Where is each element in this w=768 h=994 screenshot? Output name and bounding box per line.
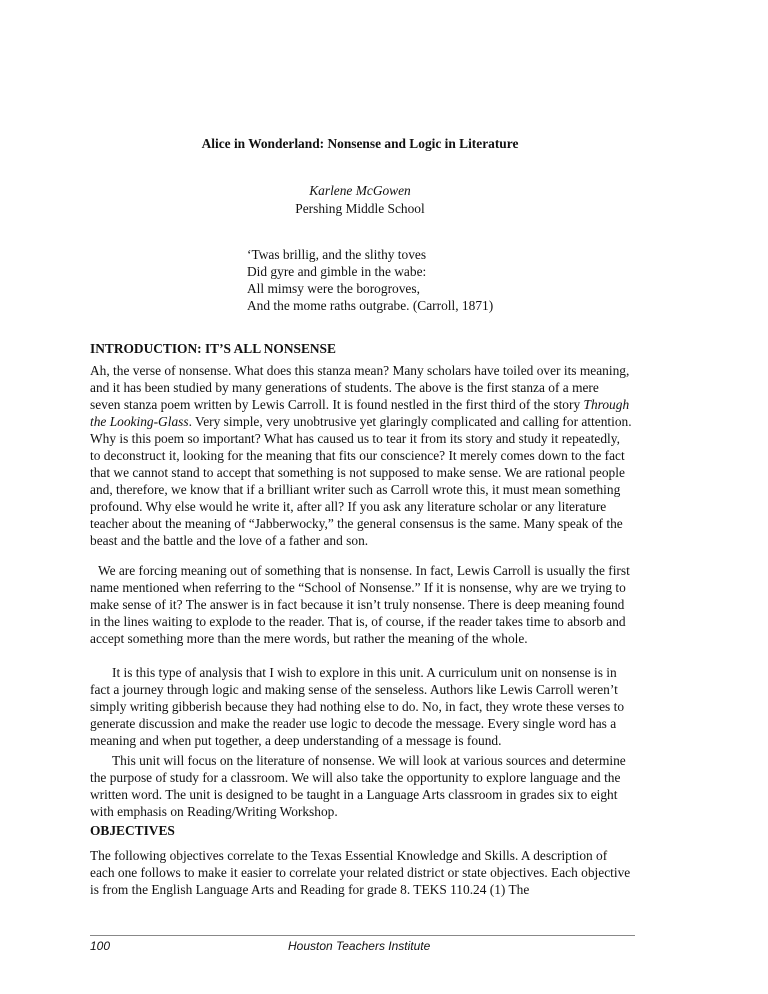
poem-line: ‘Twas brillig, and the slithy toves [247,247,427,262]
paragraph-3 [90,664,632,749]
page-number: 100 [90,939,111,953]
paragraph-1 [90,362,632,549]
author-block [0,182,720,218]
document-title: Alice in Wonderland: Nonsense and Logic in Literature [201,136,519,151]
paragraph-4 [90,752,632,820]
p3-text: It is this type of analysis that I wish to explore in this unit. A curriculum unit on nonsense is in fact a journey through logic and making sense of the senseless. Authors like Lewis Carroll weren’t simply writing gibberish because they had nothing else to do. No, in fact, they wrote these verses to generate discussion and make the reader use logic to decode the message. Every single word has a meaning and when put together, a deep understanding of a message is found. [90,665,625,748]
poem-line: And the mome raths outgrabe. (Carroll, 1871) [247,298,494,313]
paragraph-2 [90,562,632,647]
school-name: Pershing Middle School [295,201,425,216]
p1-text-a: Ah, the verse of nonsense. What does this stanza mean? Many scholars have toiled over its meaning, and it has been studied by many generations of students. The above is the first stanza of a mere seven stanza poem written by Lewis Carroll. It is found nestled in the first third of the story [90,363,630,412]
author-name: Karlene McGowen [309,183,411,198]
poem-line: Did gyre and gimble in the wabe: [247,264,427,279]
p4-text: This unit will focus on the literature of nonsense. We will look at various sources and determine the purpose of study for a classroom. We will also take the opportunity to explore language and the written word. The unit is designed to be taught in a Language Arts classroom in grades six to eight with emphasis on Reading/Writing Workshop. [90,753,626,819]
book-title: Through the Looking-Glass [90,397,630,429]
p1-text-b: . Very simple, very unobtrusive yet glaringly complicated and calling for attention. Why is this poem so important? What has caused us to tear it from its story and study it repeatedly, to deconstruct it, looking for the meaning that fits our conscience? It merely comes down to the fact that we cannot stand to accept that something is not supposed to make sense. We are rational people and, therefore, we know that if a brilliant writer such as Carroll wrote this, it must mean something profound. Why else would he write it, after all? If you ask any literature scholar or any literature teacher about the meaning of “Jabberwocky,” the general consensus is the same. Many speak of the beast and the battle and the love of a father and son. [90,414,632,548]
page-footer [90,935,635,953]
objectives-heading [90,822,632,839]
p2-text: We are forcing meaning out of something that is nonsense. In fact, Lewis Carroll is usually the first name mentioned when referring to the “School of Nonsense.” If it is nonsense, why are we trying to make sense of it? The answer is in fact because it isn’t truly nonsense. There is deep meaning found in the lines waiting to explode to the reader. That is, of course, if the reader takes time to absorb and accept something more than the mere words, but rather the meaning of the whole. [90,563,630,646]
heading-text: INTRODUCTION: IT’S ALL NONSENSE [90,341,336,356]
institute-name: Houston Teachers Institute [288,939,431,953]
heading-text: OBJECTIVES [90,823,175,838]
poem-line: All mimsy were the borogroves, [247,281,420,296]
introduction-heading [90,340,632,357]
paragraph-5 [90,847,632,898]
p5-text: The following objectives correlate to the Texas Essential Knowledge and Skills. A description of each one follows to make it easier to correlate your related district or state objectives. Each objective is from the English Language Arts and Reading for grade 8. TEKS 110.24 (1) The [90,848,631,897]
poem-stanza [247,246,493,314]
